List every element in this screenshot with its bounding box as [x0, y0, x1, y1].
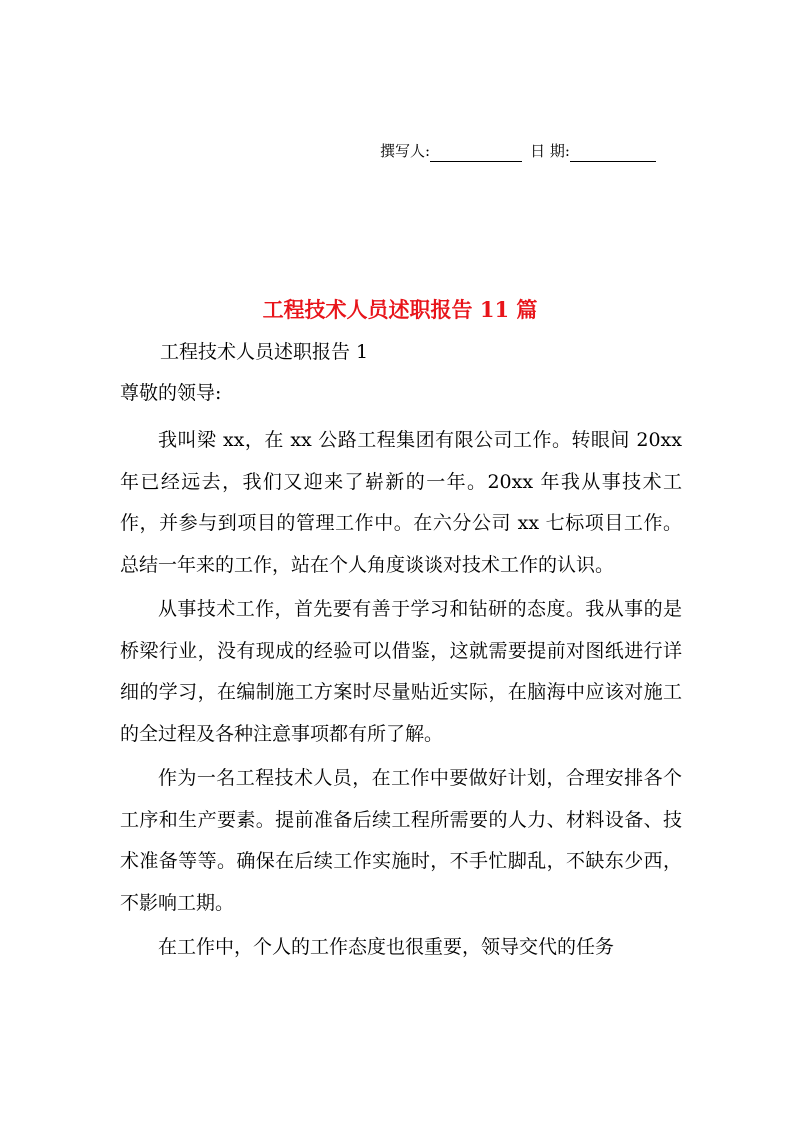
date-blank-line — [570, 146, 656, 162]
document-title: 工程技术人员述职报告 11 篇 — [262, 297, 538, 322]
date-label: 日 期: — [530, 142, 570, 160]
paragraph: 我叫梁 xx，在 xx 公路工程集团有限公司工作。转眼间 20xx 年已经远去，我们又迎来了崭新的一年。20xx 年我从事技术工作，并参与到项目的管理工作中。在六分公司 xx 七标项目工作。总结一年来的工作，站在个人角度谈谈对技术工作的认识。 — [120, 429, 682, 576]
paragraph: 作为一名工程技术人员，在工作中要做好计划，合理安排各个工序和生产要素。提前准备后续工程所需要的人力、材料设备、技术准备等等。确保在后续工作实施时，不手忙脚乱，不缺东少西，不影响工期。 — [120, 767, 682, 914]
paragraph: 在工作中，个人的工作态度也很重要，领导交代的任务 — [158, 936, 615, 958]
report-body — [120, 420, 682, 972]
document-header — [380, 140, 680, 162]
salutation: 尊敬的领导: — [120, 382, 222, 404]
author-blank-line — [430, 146, 522, 162]
paragraph: 从事技术工作，首先要有善于学习和钻研的态度。我从事的是桥梁行业，没有现成的经验可以借鉴，这就需要提前对图纸进行详细的学习，在编制施工方案时尽量贴近实际，在脑海中应该对施工的全过程及各种注意事项都有所了解。 — [120, 598, 682, 745]
author-label: 撰写人: — [380, 142, 431, 160]
report-subtitle: 工程技术人员述职报告 1 — [160, 341, 369, 363]
